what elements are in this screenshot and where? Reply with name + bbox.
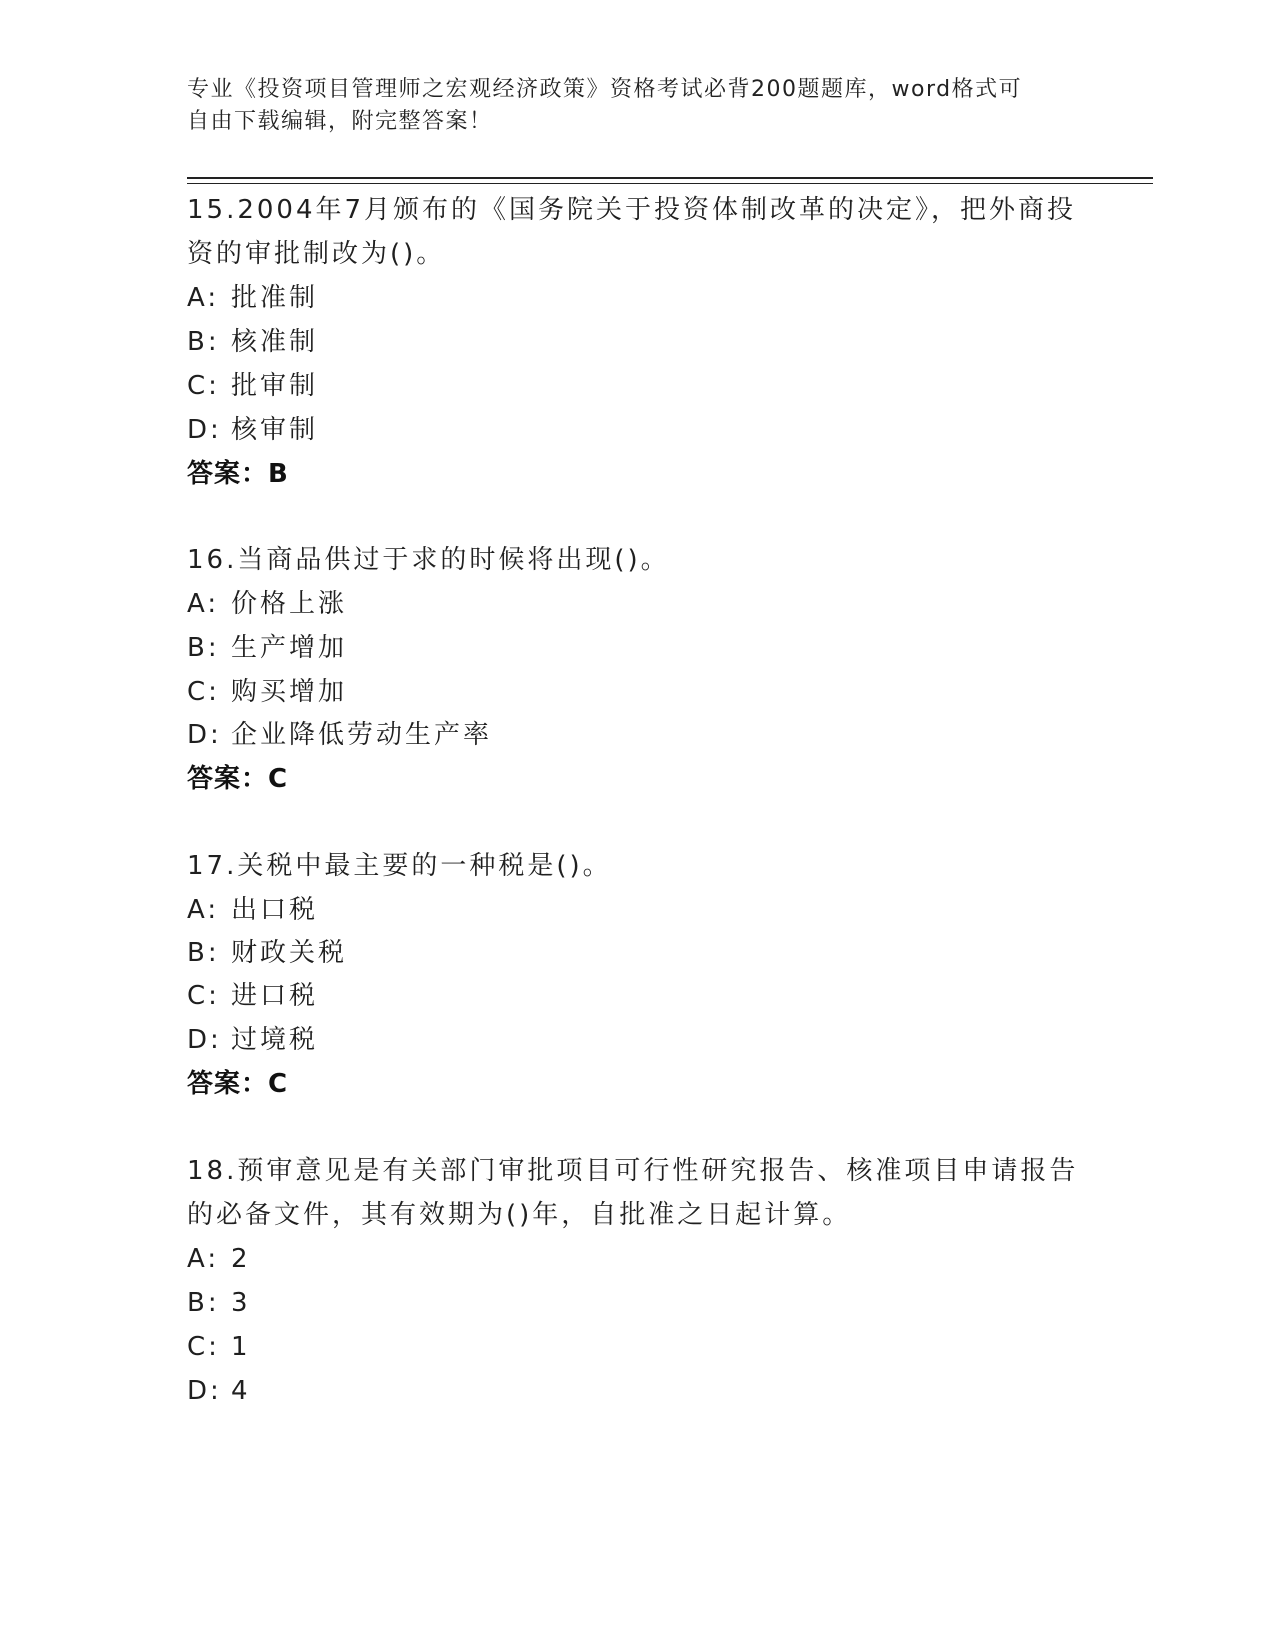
option-b (187, 1281, 251, 1325)
question-stem-line: 15.2004年7月颁布的《国务院关于投资体制改革的决定》，把外商投 (187, 195, 1077, 225)
header-divider-thin (187, 183, 1153, 184)
option-text: 核审制 (231, 415, 319, 445)
option-text: 购买增加 (231, 677, 348, 707)
option-key: A: (187, 283, 220, 313)
option-b (187, 931, 347, 975)
option-key: D: (187, 1025, 222, 1055)
option-key: D: (187, 720, 222, 750)
option-text: 生产增加 (231, 633, 348, 663)
option-text: 3 (231, 1288, 251, 1318)
option-text: 1 (231, 1332, 251, 1362)
option-text: 过境税 (231, 1025, 319, 1055)
option-key: B: (187, 327, 220, 357)
option-text: 批审制 (231, 371, 319, 401)
option-text: 批准制 (231, 283, 319, 313)
option-a (187, 888, 318, 932)
answer-line: 答案：C (187, 1069, 289, 1099)
option-b (187, 626, 347, 670)
option-text: 2 (231, 1244, 251, 1274)
header-title-line-1: 专业《投资项目管理师之宏观经济政策》资格考试必背200题题库，word格式可 (187, 77, 1023, 102)
option-text: 4 (231, 1376, 251, 1406)
option-text: 财政关税 (231, 938, 348, 968)
document-header (187, 74, 1067, 138)
question-stem-line: 的必备文件，其有效期为()年，自批准之日起计算。 (187, 1200, 852, 1230)
option-d (187, 713, 492, 757)
option-key: A: (187, 895, 220, 925)
option-key: D: (187, 415, 222, 445)
option-c (187, 974, 318, 1018)
option-key: C: (187, 677, 220, 707)
option-b (187, 320, 318, 364)
option-key: C: (187, 1332, 220, 1362)
option-a (187, 1237, 251, 1281)
option-c (187, 364, 318, 408)
answer-line: 答案：B (187, 459, 289, 489)
option-text: 出口税 (231, 895, 319, 925)
option-key: B: (187, 938, 220, 968)
option-c (187, 670, 347, 714)
question-stem-line: 16.当商品供过于求的时候将出现()。 (187, 545, 670, 575)
option-key: A: (187, 589, 220, 619)
option-a (187, 276, 318, 320)
question-stem-line: 资的审批制改为()。 (187, 239, 446, 269)
option-text: 进口税 (231, 981, 319, 1011)
question-stem-line: 17.关税中最主要的一种税是()。 (187, 851, 612, 881)
option-key: C: (187, 371, 220, 401)
option-text: 价格上涨 (231, 589, 348, 619)
option-d (187, 1018, 318, 1062)
header-title-line-2: 自由下载编辑，附完整答案！ (187, 109, 493, 134)
option-d (187, 408, 318, 452)
option-a (187, 582, 347, 626)
question-stem-line: 18.预审意见是有关部门审批项目可行性研究报告、核准项目申请报告 (187, 1156, 1079, 1186)
option-key: A: (187, 1244, 220, 1274)
answer-line: 答案：C (187, 764, 289, 794)
header-divider-thick (187, 177, 1153, 179)
option-key: D: (187, 1376, 222, 1406)
option-text: 核准制 (231, 327, 319, 357)
option-key: B: (187, 633, 220, 663)
option-key: C: (187, 981, 220, 1011)
option-key: B: (187, 1288, 220, 1318)
option-c (187, 1325, 251, 1369)
option-text: 企业降低劳动生产率 (231, 720, 493, 750)
option-d (187, 1369, 251, 1413)
